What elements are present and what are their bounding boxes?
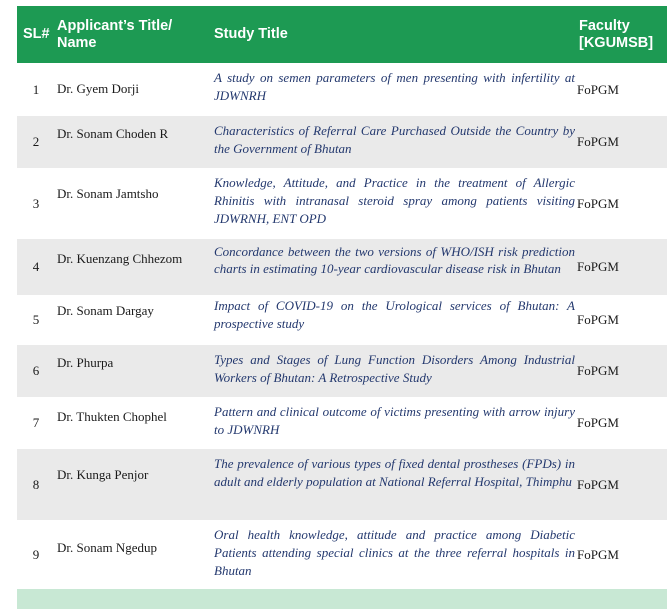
row-sl: 1 <box>32 81 40 97</box>
row-faculty: FoPGM <box>577 546 619 562</box>
row-study-title: The prevalence of various types of fixed dental prostheses (FPDs) in adult and elderly population at National Referral Hospital, Thimphu <box>214 456 575 489</box>
row-faculty: FoPGM <box>577 312 619 327</box>
row-faculty: FoPGM <box>577 476 619 492</box>
row-study-title: Impact of COVID-19 on the Urological services of Bhutan: A prospective study <box>214 298 575 331</box>
table-row <box>17 397 667 449</box>
row-sl: 8 <box>32 476 40 492</box>
table-row <box>17 295 667 345</box>
table-row <box>17 345 667 397</box>
row-study-title: Oral health knowledge, attitude and practice among Diabetic Patients attending special clinics at the three referral hospitals in Bhutan <box>214 527 575 578</box>
footer-cell <box>17 589 667 609</box>
row-name: Dr. Kunga Penjor <box>57 467 149 482</box>
row-name: Dr. Sonam Ngedup <box>57 540 158 555</box>
row-faculty: FoPGM <box>577 259 619 274</box>
row-study-title: Concordance between the two versions of WHO/ISH risk prediction charts in estimating 10-year cardiovascular disease risk in Bhutan <box>214 244 575 276</box>
row-faculty: FoPGM <box>577 415 619 430</box>
row-sl: 4 <box>32 259 40 274</box>
table-row <box>17 63 667 116</box>
table-row <box>17 449 667 520</box>
row-name: Dr. Kuenzang Chhezom <box>57 251 183 266</box>
table-row <box>17 116 667 168</box>
table-footer-row <box>17 589 667 609</box>
row-faculty: FoPGM <box>577 195 619 211</box>
row-sl: 6 <box>32 363 40 378</box>
applicants-table <box>17 6 667 609</box>
row-sl: 2 <box>32 134 40 149</box>
row-study-title: Pattern and clinical outcome of victims presenting with arrow injury to JDWNRH <box>214 404 575 437</box>
table-row <box>17 520 667 589</box>
header-sl: SL# <box>23 26 50 42</box>
row-study-title: A study on semen parameters of men presenting with infertility at JDWNRH <box>214 70 575 103</box>
row-sl: 7 <box>32 415 40 430</box>
row-study-title: Types and Stages of Lung Function Disorders Among Industrial Workers of Bhutan: A Retrospective Study <box>214 352 575 385</box>
row-sl: 5 <box>32 312 40 327</box>
header-faculty: Faculty [KGUMSB] <box>579 17 654 51</box>
header-study-title: Study Title <box>214 26 288 42</box>
row-sl: 3 <box>32 195 40 211</box>
row-name: Dr. Sonam Choden R <box>57 126 169 141</box>
row-name: Dr. Gyem Dorji <box>57 81 139 96</box>
row-faculty: FoPGM <box>577 363 619 378</box>
row-name: Dr. Thukten Chophel <box>57 409 167 424</box>
row-name: Dr. Sonam Jamtsho <box>57 186 159 201</box>
row-sl: 9 <box>32 546 40 562</box>
row-name: Dr. Phurpa <box>57 355 114 370</box>
row-faculty: FoPGM <box>577 134 619 149</box>
table-header <box>17 6 667 63</box>
row-name: Dr. Sonam Dargay <box>57 303 154 318</box>
row-study-title: Knowledge, Attitude, and Practice in the treatment of Allergic Rhinitis with intranasal steroid spray among patients visiting JDWRNH, ENT OPD <box>214 175 575 226</box>
row-faculty: FoPGM <box>577 81 619 97</box>
row-study-title: Characteristics of Referral Care Purchased Outside the Country by the Government of Bhutan <box>214 123 575 156</box>
header-applicant: Applicant’s Title/ Name <box>57 17 173 51</box>
table-row <box>17 168 667 239</box>
table-row <box>17 239 667 295</box>
